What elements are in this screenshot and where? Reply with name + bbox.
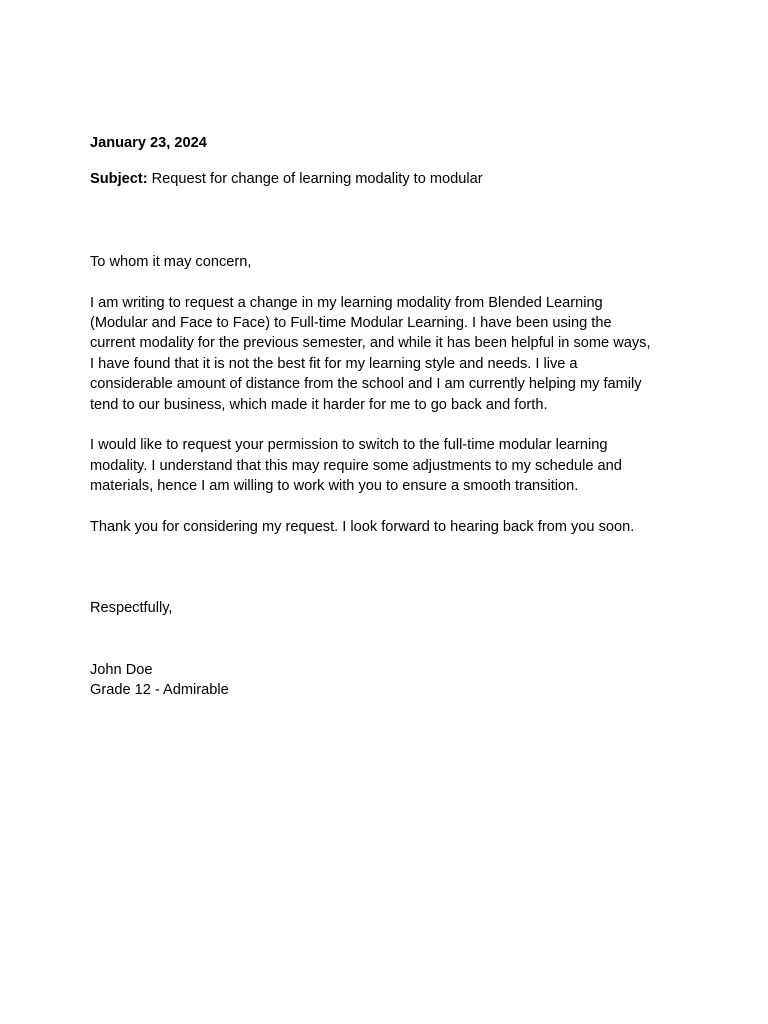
salutation: To whom it may concern, bbox=[90, 253, 252, 270]
signature-section: Grade 12 - Admirable bbox=[90, 682, 229, 699]
paragraph-2 bbox=[90, 435, 680, 496]
signature-block bbox=[90, 660, 680, 701]
letter-date: January 23, 2024 bbox=[90, 135, 207, 151]
closing: Respectfully, bbox=[90, 600, 173, 617]
paragraph-line: tend to our business, which made it harder for me to go back and forth. bbox=[90, 396, 548, 413]
subject-line bbox=[90, 169, 680, 189]
paragraph-line: I am writing to request a change in my learning modality from Blended Learning bbox=[90, 294, 603, 311]
paragraph-1 bbox=[90, 293, 680, 415]
paragraph-line: (Modular and Face to Face) to Full-time Modular Learning. I have been using the bbox=[90, 315, 612, 332]
paragraph-line: Thank you for considering my request. I look forward to hearing back from you soon. bbox=[90, 519, 635, 536]
paragraph-line: current modality for the previous semester, and while it has been helpful in some ways, bbox=[90, 335, 651, 352]
subject-text: Request for change of learning modality to modular bbox=[147, 171, 483, 188]
letter-body bbox=[90, 133, 680, 700]
paragraph-line: considerable amount of distance from the school and I am currently helping my family bbox=[90, 376, 642, 393]
paragraph-line: I have found that it is not the best fit for my learning style and needs. I live a bbox=[90, 355, 578, 372]
paragraph-line: modality. I understand that this may require some adjustments to my schedule and bbox=[90, 457, 622, 474]
paragraph-line: I would like to request your permission to switch to the full-time modular learning bbox=[90, 437, 608, 454]
paragraph-line: materials, hence I am willing to work with you to ensure a smooth transition. bbox=[90, 478, 579, 495]
signature-name: John Doe bbox=[90, 661, 153, 678]
subject-label: Subject: bbox=[90, 171, 148, 188]
paragraph-3 bbox=[90, 517, 680, 537]
